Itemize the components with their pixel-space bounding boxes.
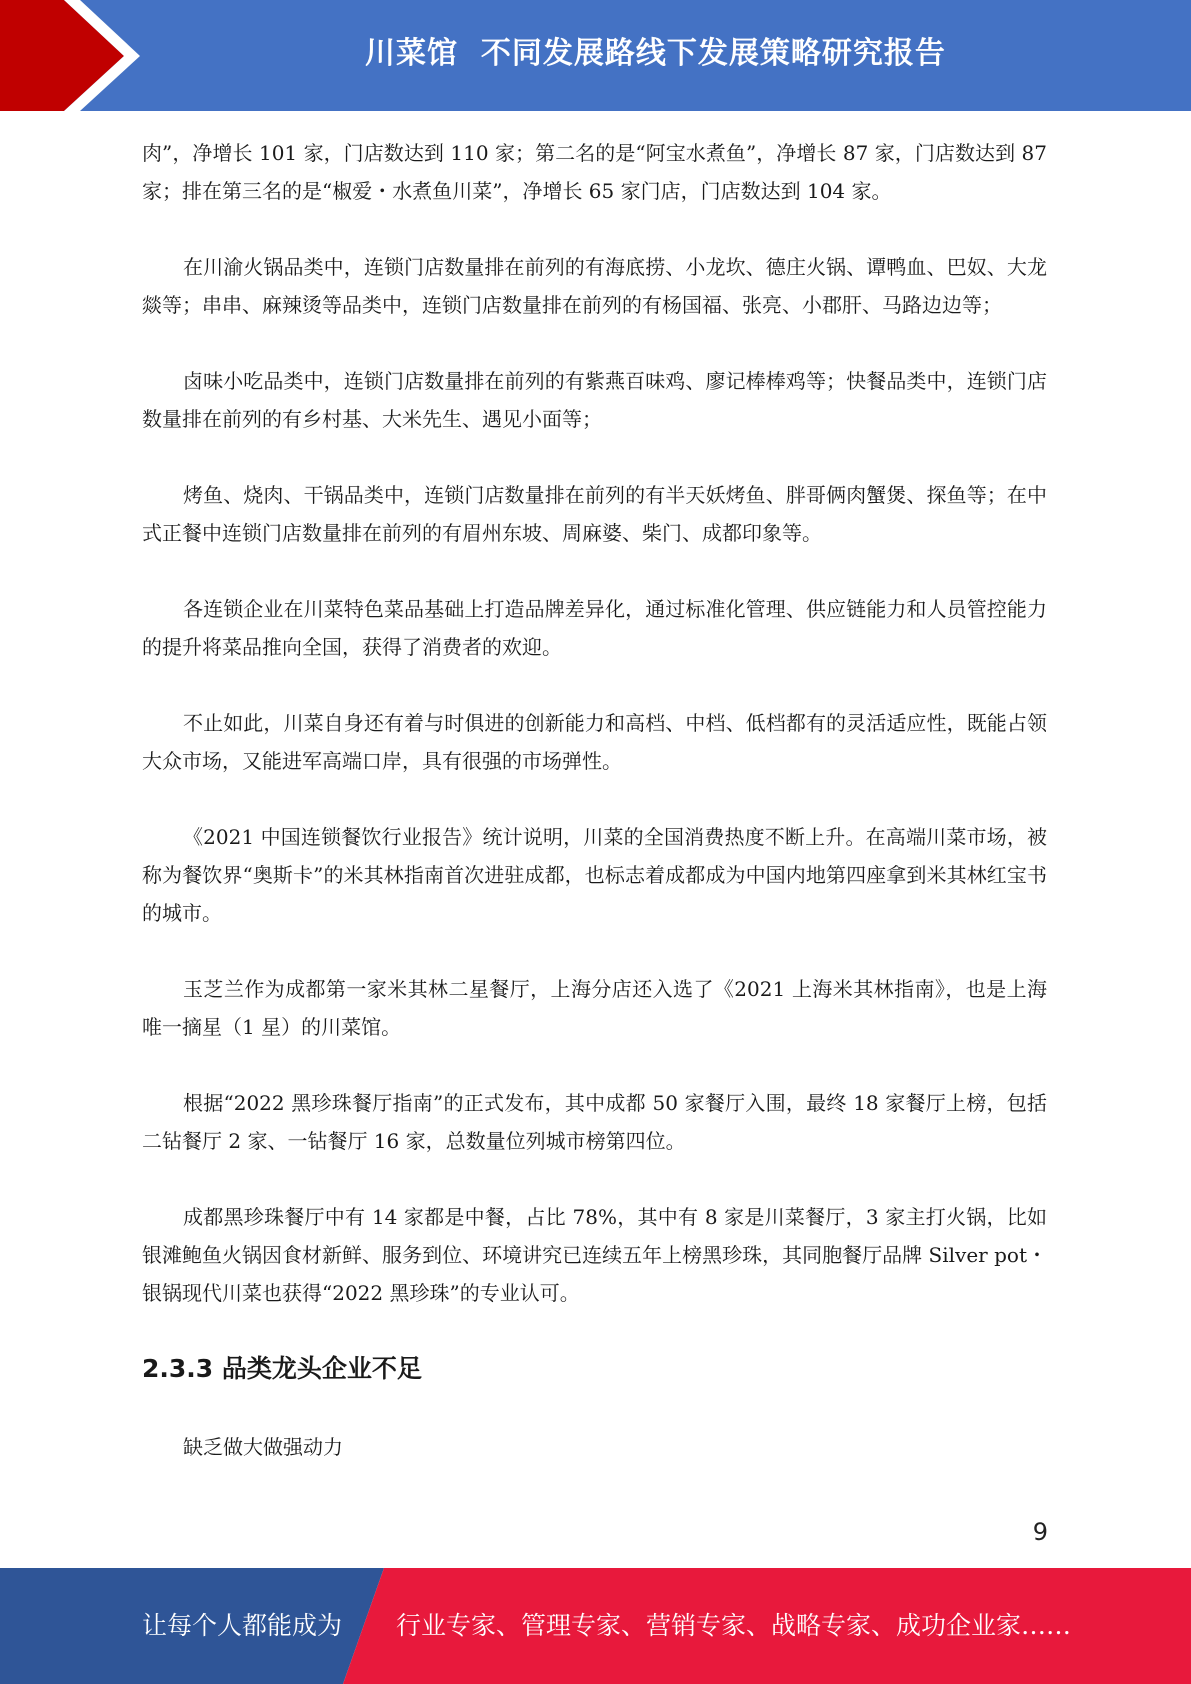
paragraph-10: 成都黑珍珠餐厅中有 14 家都是中餐，占比 78%，其中有 8 家是川菜餐厅，3 家主打火锅，比如银滩鲍鱼火锅因食材新鲜、服务到位、环境讲究已连续五年上榜黑珍珠，其同胞餐厅品牌 Silver pot・银锅现代川菜也获得“2022 黑珍珠”的专业认可。 xyxy=(142,1205,1047,1305)
page-header xyxy=(0,0,1191,111)
paragraph-1: 肉”，净增长 101 家，门店数达到 110 家；第二名的是“阿宝水煮鱼”，净增长 87 家，门店数达到 87 家；排在第三名的是“椒爱・水煮鱼川菜”，净增长 65 家门店，门店数达到 104 家。 xyxy=(142,141,1047,203)
paragraph-2: 在川渝火锅品类中，连锁门店数量排在前列的有海底捞、小龙坎、德庄火锅、谭鸭血、巴奴、大龙燚等；串串、麻辣烫等品类中，连锁门店数量排在前列的有杨国福、张亮、小郡肝、马路边边等； xyxy=(142,255,1047,317)
paragraph-5: 各连锁企业在川菜特色菜品基础上打造品牌差异化，通过标准化管理、供应链能力和人员管控能力的提升将菜品推向全国，获得了消费者的欢迎。 xyxy=(142,597,1047,659)
red-chevron-decoration xyxy=(0,0,160,111)
footer-slogan-left: 让每个人都能成为 xyxy=(142,1611,343,1640)
paragraph-3: 卤味小吃品类中，连锁门店数量排在前列的有紫燕百味鸡、廖记棒棒鸡等；快餐品类中，连锁门店数量排在前列的有乡村基、大米先生、遇见小面等； xyxy=(142,369,1047,431)
section-paragraph: 缺乏做大做强动力 xyxy=(183,1435,343,1459)
section-heading: 2.3.3 品类龙头企业不足 xyxy=(142,1354,422,1383)
paragraph-7: 《2021 中国连锁餐饮行业报告》统计说明，川菜的全国消费热度不断上升。在高端川菜市场，被称为餐饮界“奥斯卡”的米其林指南首次进驻成都，也标志着成都成为中国内地第四座拿到米其林红宝书的城市。 xyxy=(142,825,1047,925)
document-body xyxy=(142,134,1047,1504)
paragraph-9: 根据“2022 黑珍珠餐厅指南”的正式发布，其中成都 50 家餐厅入围，最终 18 家餐厅上榜，包括二钻餐厅 2 家、一钻餐厅 16 家，总数量位列城市榜第四位。 xyxy=(142,1091,1047,1153)
paragraph-6: 不止如此，川菜自身还有着与时俱进的创新能力和高档、中档、低档都有的灵活适应性，既能占领大众市场，又能进军高端口岸，具有很强的市场弹性。 xyxy=(142,711,1047,773)
paragraph-8: 玉芝兰作为成都第一家米其林二星餐厅，上海分店还入选了《2021 上海米其林指南》，也是上海唯一摘星（1 星）的川菜馆。 xyxy=(142,977,1047,1039)
footer-slogan-right: 行业专家、管理专家、营销专家、战略专家、成功企业家…… xyxy=(396,1611,1072,1640)
report-title: 川菜馆 不同发展路线下发展策略研究报告 xyxy=(365,36,946,71)
paragraph-4: 烤鱼、烧肉、干锅品类中，连锁门店数量排在前列的有半天妖烤鱼、胖哥俩肉蟹煲、探鱼等；在中式正餐中连锁门店数量排在前列的有眉州东坡、周麻婆、柴门、成都印象等。 xyxy=(142,483,1047,545)
page-footer xyxy=(0,1568,1191,1684)
page-number: 9 xyxy=(1032,1518,1048,1546)
